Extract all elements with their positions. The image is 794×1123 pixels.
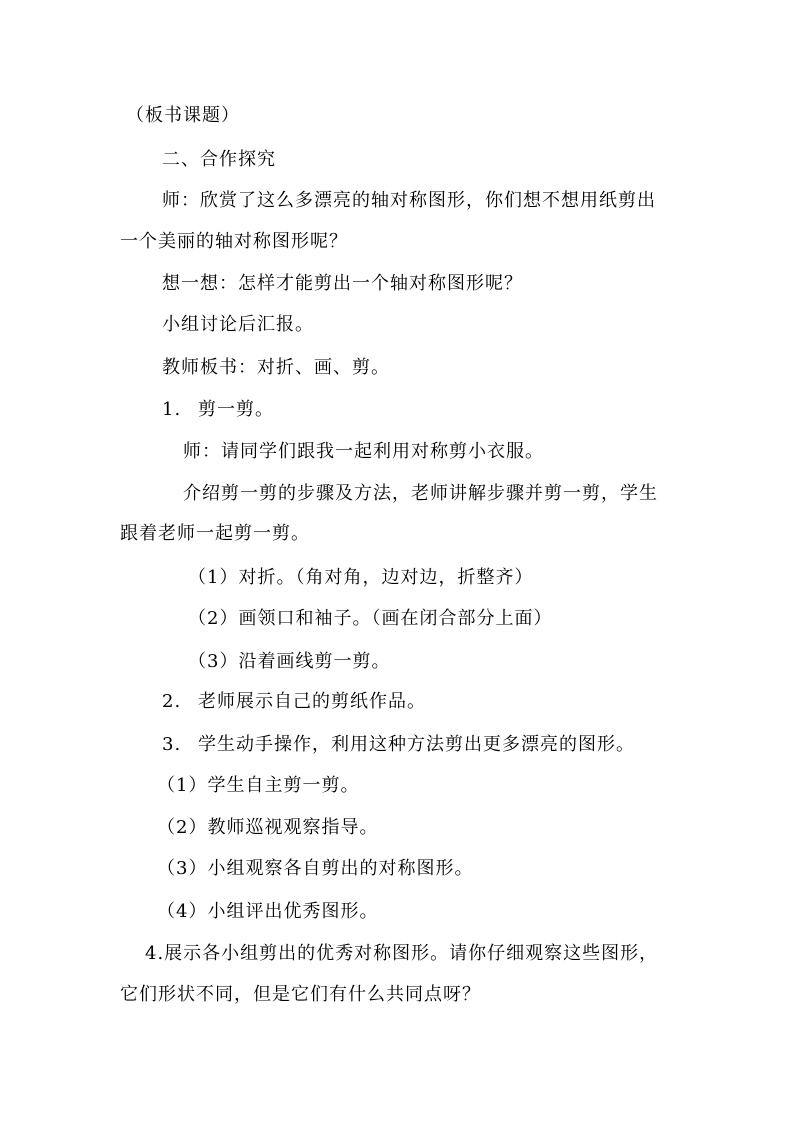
step-3-number: 3.: [162, 734, 182, 755]
step-1-number: 1.: [162, 399, 182, 420]
step-4-line-1: 4.展示各小组剪出的优秀对称图形。请你仔细观察这些图形，: [145, 943, 659, 964]
teacher-instruction: 师：请同学们跟我一起利用对称剪小衣服。: [183, 441, 544, 462]
step-2: [162, 690, 426, 714]
step-1: [162, 398, 274, 422]
substep-draw: （2）画领口和袖子。（画在闭合部分上面）: [188, 608, 553, 629]
substep-cut: （3）沿着画线剪一剪。: [188, 651, 391, 672]
think-question: 想一想：怎样才能剪出一个轴对称图形呢？: [162, 273, 523, 294]
teacher-prompt-line-2: 一个美丽的轴对称图形呢？: [120, 231, 348, 252]
method-line-2: 跟着老师一起剪一剪。: [120, 523, 310, 544]
activity-4: （4）小组评出优秀图形。: [157, 901, 379, 922]
step-3: [162, 733, 635, 757]
step-1-text: 剪一剪。: [198, 399, 274, 420]
step-4-line-2: 它们形状不同，但是它们有什么共同点呀？: [120, 984, 481, 1005]
method-line-1: 介绍剪一剪的步骤及方法，老师讲解步骤并剪一剪，学生: [183, 483, 658, 504]
board-topic-note: （板书课题）: [126, 105, 240, 126]
activity-2: （2）教师巡视观察指导。: [157, 817, 379, 838]
section-heading: 二、合作探究: [162, 149, 276, 170]
step-3-text: 学生动手操作，利用这种方法剪出更多漂亮的图形。: [198, 734, 635, 755]
board-writing: 教师板书：对折、画、剪。: [162, 357, 390, 378]
substep-fold: （1）对折。（角对角，边对边，折整齐）: [188, 567, 534, 588]
group-report: 小组讨论后汇报。: [162, 314, 314, 335]
activity-3: （3）小组观察各自剪出的对称图形。: [157, 858, 474, 879]
step-2-number: 2.: [162, 691, 182, 712]
step-2-text: 老师展示自己的剪纸作品。: [198, 691, 426, 712]
activity-1: （1）学生自主剪一剪。: [157, 775, 360, 796]
teacher-prompt-line-1: 师：欣赏了这么多漂亮的轴对称图形，你们想不想用纸剪出: [162, 190, 656, 211]
